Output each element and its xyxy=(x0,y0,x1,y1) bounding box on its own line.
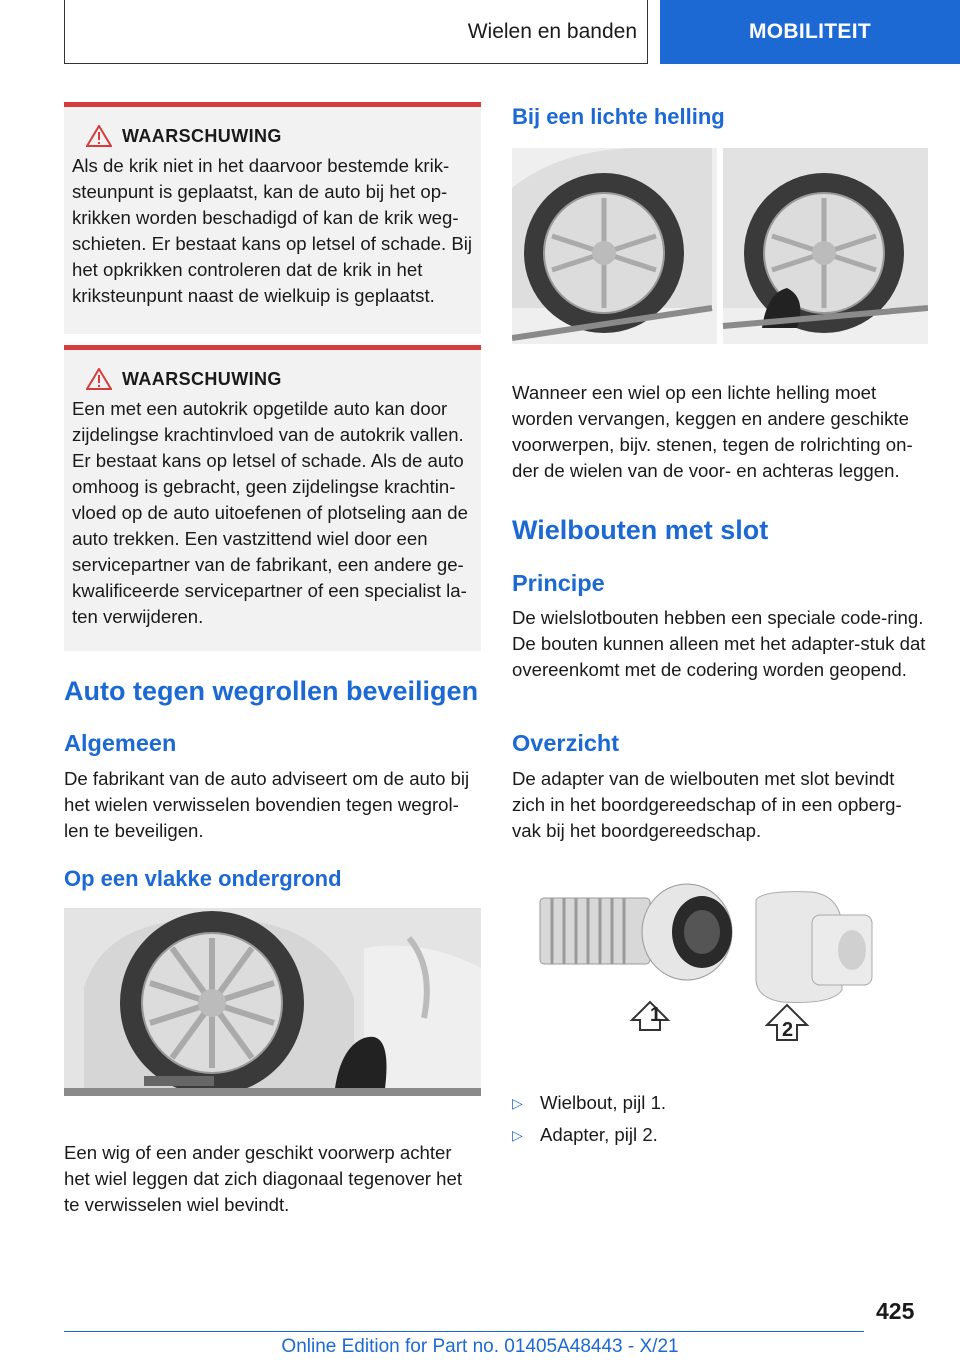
subheading-overzicht: Overzicht xyxy=(512,730,620,756)
callout-label-1: 1 xyxy=(650,1004,662,1026)
section-heading: Auto tegen wegrollen beveiligen xyxy=(64,676,479,706)
edition-info: Online Edition for Part no. 01405A48443 - X/21 xyxy=(281,1336,679,1357)
warning-triangle-icon xyxy=(86,125,112,147)
illustration-wheel-chock-slope xyxy=(512,148,928,344)
section-heading-wielbouten: Wielbouten met slot xyxy=(512,515,769,545)
warning-triangle-icon xyxy=(86,368,112,390)
bullet-list xyxy=(512,1090,929,1148)
subheading-algemeen: Algemeen xyxy=(64,730,177,756)
illustration-wheel-bolt-adapter xyxy=(512,870,928,1060)
subheading-principe: Principe xyxy=(512,570,605,596)
section-title: Wielen en banden xyxy=(467,20,637,43)
list-item: ▷ Wielbout, pijl 1. xyxy=(512,1090,929,1116)
paragraph-algemeen: De fabrikant van de auto adviseert om de auto bij het wielen verwisselen bovendien tegen wegrol-len te beveiligen. xyxy=(64,768,470,841)
warning-title: WAARSCHUWING xyxy=(122,125,282,146)
subheading-helling: Bij een lichte helling xyxy=(512,104,725,129)
warning-box-2 xyxy=(64,345,481,651)
header-section-box xyxy=(64,0,648,64)
warning-title: WAARSCHUWING xyxy=(122,368,282,389)
triangle-bullet-icon: ▷ xyxy=(512,1095,523,1111)
paragraph-overzicht: De adapter van de wielbouten met slot bevindt zich in het boordgereedschap of in een opberg-vak bij het boordgereedschap. xyxy=(512,768,902,841)
warning-box-1 xyxy=(64,102,481,334)
callout-label-2: 2 xyxy=(782,1019,794,1041)
footer-divider xyxy=(64,1331,864,1332)
warning-text: Een met een autokrik opgetilde auto kan door zijdelingse krachtinvloed van de autokrik vallen. Er bestaat kans op letsel of schade. Als de auto omhoog is gebracht, geen zijdelingse krachtin-vloed op de auto uitoefenen of plotseling aan de auto trekken. Een vastzittend wiel door een servicepartner van de fabrikant, een andere ge-kwalificeerde servicepartner of een specialist la-ten verwijderen. xyxy=(72,398,468,627)
list-item: ▷ Adapter, pijl 2. xyxy=(512,1122,929,1148)
warning-text: Als de krik niet in het daarvoor bestemde krik-steunpunt is geplaatst, kan de auto bij het op-krikken worden beschadigd of kan de krik weg-schieten. Er bestaat kans op letsel of schade. Bij het opkrikken controleren dat de krik in het kriksteunpunt naast de wielkuip is geplaatst. xyxy=(72,155,472,306)
paragraph-principe: De wielslotbouten hebben een speciale code-ring. De bouten kunnen alleen met het adapter-stuk dat overeenkomt met de codering worden geopend. xyxy=(512,607,926,680)
subheading-vlakke: Op een vlakke ondergrond xyxy=(64,866,342,891)
illustration-wheel-chock-flat xyxy=(64,908,481,1096)
chapter-tab[interactable]: MOBILITEIT xyxy=(660,0,960,64)
paragraph-vlakke: Een wig of een ander geschikt voorwerp achter het wiel leggen dat zich diagonaal tegenover het te verwisselen wiel bevindt. xyxy=(64,1142,462,1215)
page-number: 425 xyxy=(876,1298,915,1324)
paragraph-helling: Wanneer een wiel op een lichte helling moet worden vervangen, keggen en andere geschikte voorwerpen, bijv. stenen, tegen de rolrichting on-der de wielen van de voor- en achteras leggen. xyxy=(512,382,913,481)
triangle-bullet-icon: ▷ xyxy=(512,1127,523,1143)
